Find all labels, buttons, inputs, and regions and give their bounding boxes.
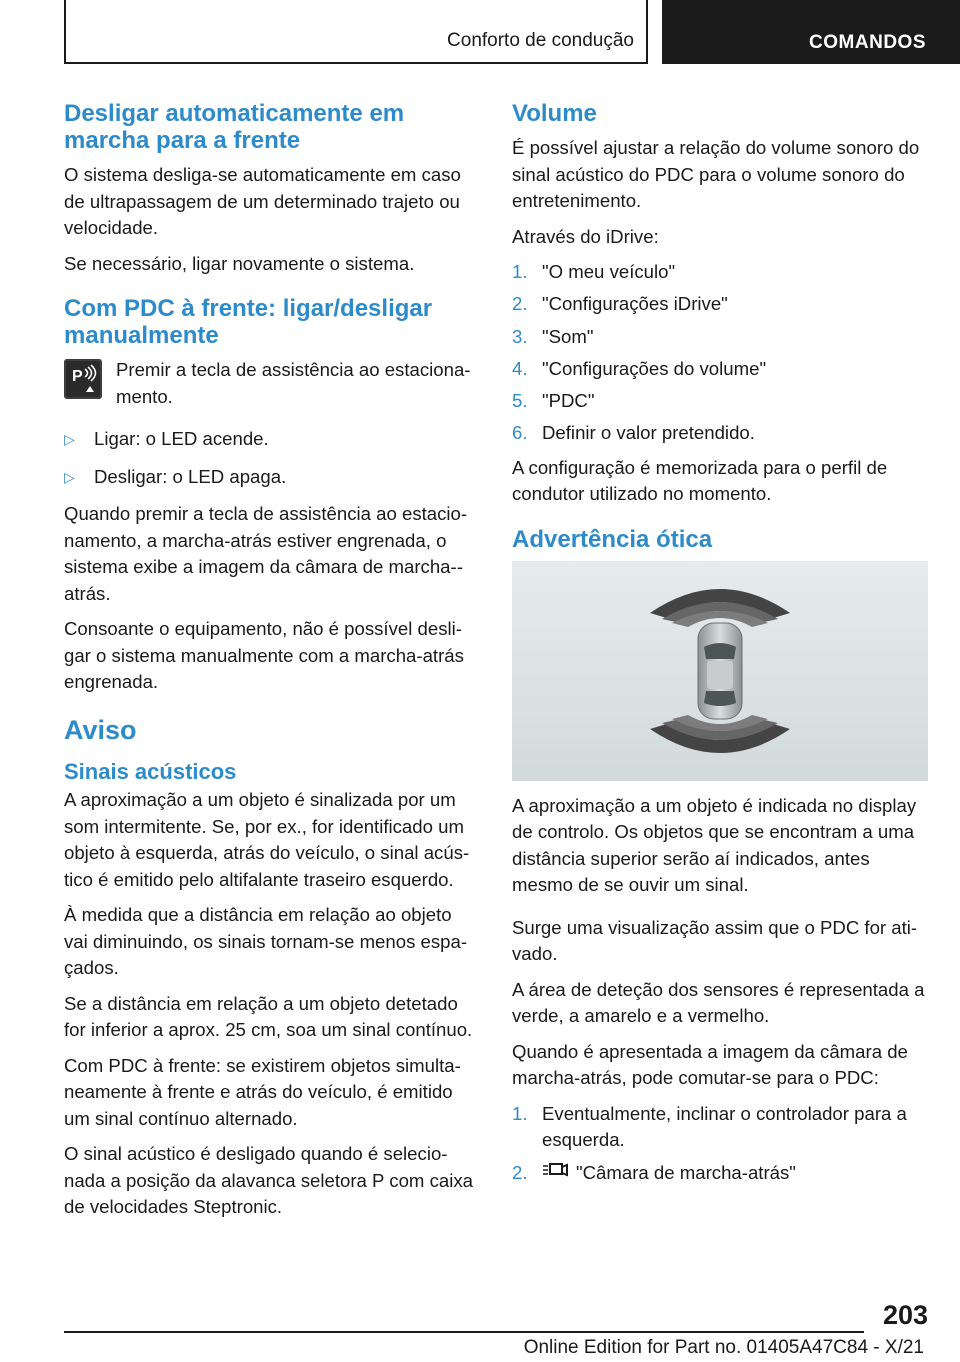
right-column	[512, 100, 928, 1196]
list-item: ▷ Ligar: o LED acende.	[64, 426, 480, 453]
paragraph: Quando é apresentada a imagem da câmara de marcha-atrás, pode comutar-se para o PDC:	[512, 1040, 908, 1089]
paragraph: Através do iDrive:	[512, 225, 659, 247]
edition-note: Online Edition for Part no. 01405A47C84 - X/21	[523, 1337, 924, 1358]
heading-sinais: Sinais acústicos	[64, 758, 237, 784]
heading-aviso: Aviso	[64, 714, 137, 745]
page-number: 203	[882, 1300, 928, 1330]
paragraph: Com PDC à frente: se existirem objetos simulta-neamente à frente e atrás do veículo, é emitido um sinal contínuo alternado.	[64, 1054, 461, 1129]
list-item: 4. "Configurações do volume"	[512, 357, 767, 379]
pdc-display-illustration	[512, 561, 928, 781]
paragraph: Quando premir a tecla de assistência ao estacio-namento, a marcha-atrás estiver engrenada, o sistema exibe a imagem da câmara de marcha--atrás.	[64, 503, 468, 604]
camera-steps	[512, 1101, 928, 1188]
paragraph: Se necessário, ligar novamente o sistema.	[64, 252, 415, 274]
list-item: 1. Eventualmente, inclinar o controlador para a esquerda.	[512, 1102, 907, 1151]
paragraph: Premir a tecla de assistência ao estaciona-mento.	[116, 359, 471, 407]
paragraph: Consoante o equipamento, não é possível desli-gar o sistema manualmente com a marcha-atrás engrenada.	[64, 618, 464, 692]
chapter-title: COMANDOS	[809, 32, 926, 53]
heading-auto-off: Desligar automaticamente em marcha para a frente	[64, 100, 405, 154]
button-instruction	[64, 357, 480, 410]
section-title: Conforto de condução	[447, 30, 634, 51]
paragraph: O sinal acústico é desligado quando é selecio-nada a posição da alavanca seletora P com caixa de velocidades Steptronic.	[64, 1143, 473, 1217]
svg-text:P: P	[72, 368, 83, 385]
left-column	[64, 100, 480, 1230]
list-item: 3. "Som"	[512, 325, 594, 347]
idrive-steps	[512, 259, 928, 447]
paragraph: É possível ajustar a relação do volume sonoro do sinal acústico do PDC para o volume sonoro do entretenimento.	[512, 137, 920, 211]
heading-volume: Volume	[512, 100, 597, 127]
paragraph: A aproximação a um objeto é indicada no display de controlo. Os objetos que se encontram a uma distância superior serão aí indicados, antes mesmo de se ouvir um sinal.	[512, 794, 917, 896]
list-item: ▷ Desligar: o LED apaga.	[64, 464, 480, 491]
heading-manual: Com PDC à frente: ligar/desligar manualmente	[64, 295, 433, 349]
list-item: 2. "Câmara de marcha-atrás"	[512, 1160, 928, 1188]
paragraph: O sistema desliga-se automaticamente em caso de ultrapassagem de um determinado trajeto ou velocidade.	[64, 164, 461, 238]
heading-optica: Advertência ótica	[512, 525, 713, 553]
rear-camera-icon	[542, 1160, 568, 1188]
section-header	[64, 0, 648, 64]
list-item: 1. "O meu veículo"	[512, 261, 676, 282]
paragraph: Se a distância em relação a um objeto detetado for inferior a aprox. 25 cm, soa um sinal contínuo.	[64, 992, 473, 1040]
paragraph: A configuração é memorizada para o perfil de condutor utilizado no momento.	[512, 456, 888, 505]
list-item: 2. "Configurações iDrive"	[512, 293, 728, 315]
paragraph: A área de deteção dos sensores é representada a verde, a amarelo e a vermelho.	[512, 978, 925, 1027]
paragraph: A aproximação a um objeto é sinalizada por um som intermitente. Se, por ex., for identificado um objeto à esquerda, atrás do veículo, o sinal acús-tico é emitido pelo altifalante traseiro esquerdo.	[64, 789, 470, 890]
list-item: 5. "PDC"	[512, 390, 595, 412]
triangle-bullet-icon: ▷	[64, 468, 75, 485]
chapter-tab	[662, 0, 960, 64]
list-item: 6. Definir o valor pretendido.	[512, 422, 755, 444]
paragraph: À medida que a distância em relação ao objeto vai diminuindo, os sinais tornam-se menos espa-çados.	[64, 904, 468, 978]
footer-divider	[64, 1331, 864, 1333]
park-assist-button-icon	[64, 359, 102, 399]
paragraph: Surge uma visualização assim que o PDC for ati-vado.	[512, 916, 918, 965]
triangle-bullet-icon: ▷	[64, 431, 75, 447]
